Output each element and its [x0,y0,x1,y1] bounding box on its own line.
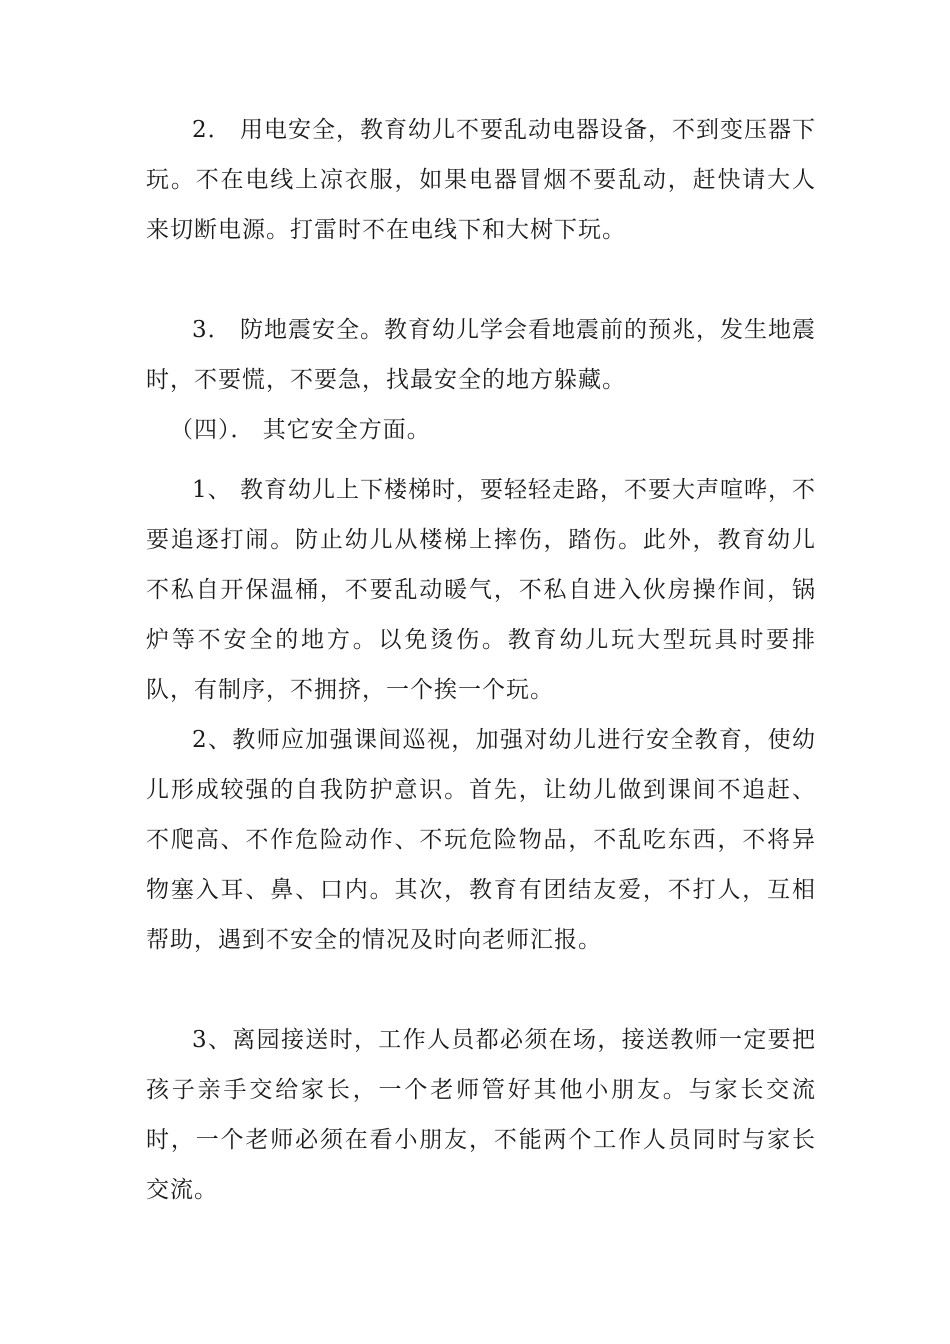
paragraph-teacher-patrol: 2、教师应加强课间巡视，加强对幼儿进行安全教育，使幼儿形成较强的自我防护意识。首先，让幼儿做到课间不追赶、不爬高、不作危险动作、不玩危险物品，不乱吃东西，不将异物塞入耳、鼻、口内。其次，教育有团结友爱，不打人，互相帮助，遇到不安全的情况及时向老师汇报。 [146,727,816,953]
paragraph-electric-safety: 2． 用电安全，教育幼儿不要乱动电器设备，不到变压器下玩。不在电线上凉衣服，如果电器冒烟不要乱动，赶快请大人来切断电源。打雷时不在电线下和大树下玩。 [146,117,816,243]
paragraph-pickup-dropoff: 3、离园接送时，工作人员都必须在场，接送教师一定要把孩子亲手交给家长，一个老师管好其他小朋友。与家长交流时，一个老师必须在看小朋友，不能两个工作人员同时与家长交流。 [146,1027,816,1203]
paragraph-stairs-safety: 1、 教育幼儿上下楼梯时，要轻轻走路，不要大声喧哗，不要追逐打闹。防止幼儿从楼梯上摔伤，踏伤。此外，教育幼儿不私自开保温桶，不要乱动暖气，不私自进入伙房操作间，锅炉等不安全的地方。以免烫伤。教育幼儿玩大型玩具时要排队，有制序，不拥挤，一个挨一个玩。 [146,477,816,703]
section-heading-other-safety: （四）． 其它安全方面。 [170,417,431,443]
paragraph-earthquake-safety: 3． 防地震安全。教育幼儿学会看地震前的预兆，发生地震时，不要慌，不要急，找最安全的地方躲藏。 [146,317,816,393]
